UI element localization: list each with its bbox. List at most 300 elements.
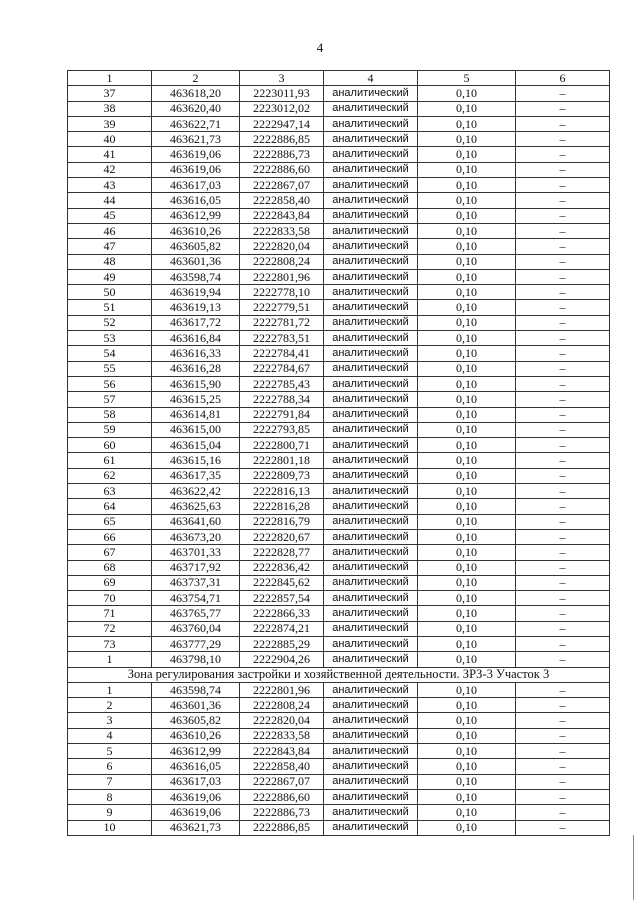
point-number-cell: 68 (68, 560, 152, 575)
x-coordinate-cell: 463598,74 (152, 682, 240, 697)
header-cell: 4 (324, 71, 418, 86)
y-coordinate-cell: 2222791,84 (240, 407, 324, 422)
y-coordinate-cell: 2222808,24 (240, 254, 324, 269)
y-coordinate-cell: 2222845,62 (240, 575, 324, 590)
y-coordinate-cell: 2222833,58 (240, 223, 324, 238)
point-number-cell: 63 (68, 484, 152, 499)
note-cell: – (516, 254, 610, 269)
point-number-cell: 4 (68, 728, 152, 743)
x-coordinate-cell: 463619,06 (152, 147, 240, 162)
accuracy-cell: 0,10 (418, 438, 516, 453)
table-row (68, 132, 610, 147)
x-coordinate-cell: 463617,72 (152, 315, 240, 330)
point-number-cell: 1 (68, 682, 152, 697)
point-number-cell: 72 (68, 621, 152, 636)
point-number-cell: 61 (68, 453, 152, 468)
table-row (68, 514, 610, 529)
accuracy-cell: 0,10 (418, 376, 516, 391)
y-coordinate-cell: 2222820,04 (240, 713, 324, 728)
method-cell: аналитический (324, 101, 418, 116)
method-cell: аналитический (324, 484, 418, 499)
y-coordinate-cell: 2222828,77 (240, 545, 324, 560)
accuracy-cell: 0,10 (418, 331, 516, 346)
method-cell: аналитический (324, 529, 418, 544)
method-cell: аналитический (324, 147, 418, 162)
accuracy-cell: 0,10 (418, 652, 516, 667)
note-cell: – (516, 774, 610, 789)
table-row (68, 392, 610, 407)
point-number-cell: 45 (68, 208, 152, 223)
x-coordinate-cell: 463618,20 (152, 86, 240, 101)
method-cell: аналитический (324, 774, 418, 789)
point-number-cell: 52 (68, 315, 152, 330)
x-coordinate-cell: 463621,73 (152, 820, 240, 835)
accuracy-cell: 0,10 (418, 162, 516, 177)
accuracy-cell: 0,10 (418, 774, 516, 789)
point-number-cell: 48 (68, 254, 152, 269)
table-row (68, 698, 610, 713)
note-cell: – (516, 529, 610, 544)
table-row (68, 285, 610, 300)
note-cell: – (516, 453, 610, 468)
note-cell: – (516, 682, 610, 697)
note-cell: – (516, 132, 610, 147)
y-coordinate-cell: 2222778,10 (240, 285, 324, 300)
accuracy-cell: 0,10 (418, 713, 516, 728)
method-cell: аналитический (324, 361, 418, 376)
y-coordinate-cell: 2222867,07 (240, 774, 324, 789)
header-cell: 6 (516, 71, 610, 86)
note-cell: – (516, 499, 610, 514)
y-coordinate-cell: 2222820,04 (240, 239, 324, 254)
accuracy-cell: 0,10 (418, 744, 516, 759)
x-coordinate-cell: 463615,00 (152, 422, 240, 437)
accuracy-cell: 0,10 (418, 132, 516, 147)
note-cell: – (516, 468, 610, 483)
note-cell: – (516, 178, 610, 193)
x-coordinate-cell: 463605,82 (152, 713, 240, 728)
accuracy-cell: 0,10 (418, 193, 516, 208)
y-coordinate-cell: 2222788,34 (240, 392, 324, 407)
point-number-cell: 43 (68, 178, 152, 193)
table-row (68, 208, 610, 223)
note-cell: – (516, 101, 610, 116)
table-row (68, 116, 610, 131)
zone-title: Зона регулирования застройки и хозяйственной деятельности. ЗРЗ-3 Участок 3 (68, 667, 610, 682)
header-cell: 5 (418, 71, 516, 86)
method-cell: аналитический (324, 789, 418, 804)
method-cell: аналитический (324, 407, 418, 422)
note-cell: – (516, 438, 610, 453)
x-coordinate-cell: 463622,71 (152, 116, 240, 131)
method-cell: аналитический (324, 438, 418, 453)
accuracy-cell: 0,10 (418, 499, 516, 514)
method-cell: аналитический (324, 193, 418, 208)
method-cell: аналитический (324, 698, 418, 713)
margin-line (633, 835, 634, 900)
point-number-cell: 64 (68, 499, 152, 514)
method-cell: аналитический (324, 744, 418, 759)
table-row (68, 682, 610, 697)
point-number-cell: 46 (68, 223, 152, 238)
point-number-cell: 3 (68, 713, 152, 728)
x-coordinate-cell: 463619,06 (152, 162, 240, 177)
accuracy-cell: 0,10 (418, 805, 516, 820)
point-number-cell: 10 (68, 820, 152, 835)
accuracy-cell: 0,10 (418, 468, 516, 483)
y-coordinate-cell: 2222781,72 (240, 315, 324, 330)
point-number-cell: 67 (68, 545, 152, 560)
x-coordinate-cell: 463617,03 (152, 178, 240, 193)
point-number-cell: 66 (68, 529, 152, 544)
y-coordinate-cell: 2222947,14 (240, 116, 324, 131)
x-coordinate-cell: 463765,77 (152, 606, 240, 621)
x-coordinate-cell: 463619,06 (152, 789, 240, 804)
point-number-cell: 5 (68, 744, 152, 759)
x-coordinate-cell: 463777,29 (152, 636, 240, 651)
y-coordinate-cell: 2222784,41 (240, 346, 324, 361)
accuracy-cell: 0,10 (418, 529, 516, 544)
point-number-cell: 73 (68, 636, 152, 651)
method-cell: аналитический (324, 453, 418, 468)
point-number-cell: 59 (68, 422, 152, 437)
accuracy-cell: 0,10 (418, 116, 516, 131)
point-number-cell: 2 (68, 698, 152, 713)
x-coordinate-cell: 463617,03 (152, 774, 240, 789)
point-number-cell: 38 (68, 101, 152, 116)
y-coordinate-cell: 2222801,96 (240, 682, 324, 697)
x-coordinate-cell: 463610,26 (152, 223, 240, 238)
x-coordinate-cell: 463617,35 (152, 468, 240, 483)
method-cell: аналитический (324, 713, 418, 728)
accuracy-cell: 0,10 (418, 789, 516, 804)
accuracy-cell: 0,10 (418, 560, 516, 575)
table-row (68, 147, 610, 162)
accuracy-cell: 0,10 (418, 239, 516, 254)
table-row (68, 805, 610, 820)
table-row (68, 101, 610, 116)
note-cell: – (516, 116, 610, 131)
y-coordinate-cell: 2222904,26 (240, 652, 324, 667)
accuracy-cell: 0,10 (418, 575, 516, 590)
accuracy-cell: 0,10 (418, 698, 516, 713)
y-coordinate-cell: 2222836,42 (240, 560, 324, 575)
x-coordinate-cell: 463615,16 (152, 453, 240, 468)
y-coordinate-cell: 2223011,93 (240, 86, 324, 101)
table-row (68, 713, 610, 728)
point-number-cell: 71 (68, 606, 152, 621)
accuracy-cell: 0,10 (418, 728, 516, 743)
note-cell: – (516, 346, 610, 361)
accuracy-cell: 0,10 (418, 514, 516, 529)
x-coordinate-cell: 463616,33 (152, 346, 240, 361)
table-row (68, 575, 610, 590)
note-cell: – (516, 636, 610, 651)
method-cell: аналитический (324, 346, 418, 361)
accuracy-cell: 0,10 (418, 346, 516, 361)
table-row (68, 728, 610, 743)
y-coordinate-cell: 2223012,02 (240, 101, 324, 116)
point-number-cell: 40 (68, 132, 152, 147)
y-coordinate-cell: 2222833,58 (240, 728, 324, 743)
point-number-cell: 54 (68, 346, 152, 361)
table-row (68, 789, 610, 804)
table-row (68, 744, 610, 759)
coordinates-table (67, 70, 610, 836)
note-cell: – (516, 147, 610, 162)
point-number-cell: 50 (68, 285, 152, 300)
method-cell: аналитический (324, 285, 418, 300)
point-number-cell: 1 (68, 652, 152, 667)
table-row (68, 545, 610, 560)
method-cell: аналитический (324, 820, 418, 835)
x-coordinate-cell: 463612,99 (152, 208, 240, 223)
y-coordinate-cell: 2222816,13 (240, 484, 324, 499)
method-cell: аналитический (324, 269, 418, 284)
y-coordinate-cell: 2222779,51 (240, 300, 324, 315)
y-coordinate-cell: 2222886,85 (240, 132, 324, 147)
note-cell: – (516, 759, 610, 774)
note-cell: – (516, 392, 610, 407)
y-coordinate-cell: 2222843,84 (240, 744, 324, 759)
table-row (68, 269, 610, 284)
x-coordinate-cell: 463598,74 (152, 269, 240, 284)
x-coordinate-cell: 463673,20 (152, 529, 240, 544)
accuracy-cell: 0,10 (418, 86, 516, 101)
point-number-cell: 69 (68, 575, 152, 590)
note-cell: – (516, 728, 610, 743)
table-row (68, 346, 610, 361)
table-row (68, 774, 610, 789)
method-cell: аналитический (324, 560, 418, 575)
table-row (68, 453, 610, 468)
note-cell: – (516, 300, 610, 315)
method-cell: аналитический (324, 652, 418, 667)
table-row (68, 621, 610, 636)
y-coordinate-cell: 2222858,40 (240, 193, 324, 208)
x-coordinate-cell: 463621,73 (152, 132, 240, 147)
y-coordinate-cell: 2222886,60 (240, 789, 324, 804)
point-number-cell: 60 (68, 438, 152, 453)
table-row (68, 407, 610, 422)
method-cell: аналитический (324, 728, 418, 743)
y-coordinate-cell: 2222858,40 (240, 759, 324, 774)
note-cell: – (516, 805, 610, 820)
method-cell: аналитический (324, 636, 418, 651)
accuracy-cell: 0,10 (418, 545, 516, 560)
method-cell: аналитический (324, 591, 418, 606)
note-cell: – (516, 162, 610, 177)
y-coordinate-cell: 2222809,73 (240, 468, 324, 483)
zone-row (68, 667, 610, 682)
x-coordinate-cell: 463620,40 (152, 101, 240, 116)
note-cell: – (516, 591, 610, 606)
point-number-cell: 53 (68, 331, 152, 346)
method-cell: аналитический (324, 331, 418, 346)
accuracy-cell: 0,10 (418, 147, 516, 162)
point-number-cell: 6 (68, 759, 152, 774)
point-number-cell: 57 (68, 392, 152, 407)
x-coordinate-cell: 463616,05 (152, 193, 240, 208)
note-cell: – (516, 193, 610, 208)
x-coordinate-cell: 463601,36 (152, 254, 240, 269)
y-coordinate-cell: 2222801,96 (240, 269, 324, 284)
accuracy-cell: 0,10 (418, 392, 516, 407)
y-coordinate-cell: 2222785,43 (240, 376, 324, 391)
point-number-cell: 51 (68, 300, 152, 315)
header-cell: 3 (240, 71, 324, 86)
method-cell: аналитический (324, 300, 418, 315)
x-coordinate-cell: 463754,71 (152, 591, 240, 606)
table-row (68, 606, 610, 621)
point-number-cell: 44 (68, 193, 152, 208)
table-row (68, 331, 610, 346)
method-cell: аналитический (324, 606, 418, 621)
method-cell: аналитический (324, 468, 418, 483)
table-row (68, 223, 610, 238)
accuracy-cell: 0,10 (418, 178, 516, 193)
x-coordinate-cell: 463616,84 (152, 331, 240, 346)
note-cell: – (516, 239, 610, 254)
accuracy-cell: 0,10 (418, 422, 516, 437)
y-coordinate-cell: 2222866,33 (240, 606, 324, 621)
note-cell: – (516, 422, 610, 437)
method-cell: аналитический (324, 223, 418, 238)
table-header-row (68, 71, 610, 86)
x-coordinate-cell: 463619,06 (152, 805, 240, 820)
accuracy-cell: 0,10 (418, 636, 516, 651)
accuracy-cell: 0,10 (418, 208, 516, 223)
point-number-cell: 56 (68, 376, 152, 391)
method-cell: аналитический (324, 208, 418, 223)
note-cell: – (516, 698, 610, 713)
y-coordinate-cell: 2222886,73 (240, 805, 324, 820)
table-row (68, 529, 610, 544)
point-number-cell: 47 (68, 239, 152, 254)
table-row (68, 376, 610, 391)
method-cell: аналитический (324, 759, 418, 774)
point-number-cell: 65 (68, 514, 152, 529)
x-coordinate-cell: 463760,04 (152, 621, 240, 636)
point-number-cell: 37 (68, 86, 152, 101)
method-cell: аналитический (324, 682, 418, 697)
header-cell: 2 (152, 71, 240, 86)
note-cell: – (516, 621, 610, 636)
y-coordinate-cell: 2222886,60 (240, 162, 324, 177)
method-cell: аналитический (324, 86, 418, 101)
accuracy-cell: 0,10 (418, 285, 516, 300)
y-coordinate-cell: 2222816,79 (240, 514, 324, 529)
point-number-cell: 62 (68, 468, 152, 483)
x-coordinate-cell: 463619,94 (152, 285, 240, 300)
x-coordinate-cell: 463614,81 (152, 407, 240, 422)
y-coordinate-cell: 2222867,07 (240, 178, 324, 193)
table-row (68, 422, 610, 437)
method-cell: аналитический (324, 239, 418, 254)
x-coordinate-cell: 463619,13 (152, 300, 240, 315)
table-row (68, 178, 610, 193)
note-cell: – (516, 545, 610, 560)
x-coordinate-cell: 463615,90 (152, 376, 240, 391)
accuracy-cell: 0,10 (418, 682, 516, 697)
table-row (68, 468, 610, 483)
method-cell: аналитический (324, 499, 418, 514)
note-cell: – (516, 560, 610, 575)
note-cell: – (516, 514, 610, 529)
point-number-cell: 70 (68, 591, 152, 606)
accuracy-cell: 0,10 (418, 300, 516, 315)
table-row (68, 591, 610, 606)
x-coordinate-cell: 463615,04 (152, 438, 240, 453)
note-cell: – (516, 820, 610, 835)
table-row (68, 315, 610, 330)
note-cell: – (516, 361, 610, 376)
y-coordinate-cell: 2222874,21 (240, 621, 324, 636)
method-cell: аналитический (324, 805, 418, 820)
x-coordinate-cell: 463616,28 (152, 361, 240, 376)
method-cell: аналитический (324, 621, 418, 636)
table-row (68, 300, 610, 315)
note-cell: – (516, 269, 610, 284)
table-row (68, 162, 610, 177)
point-number-cell: 55 (68, 361, 152, 376)
method-cell: аналитический (324, 315, 418, 330)
accuracy-cell: 0,10 (418, 759, 516, 774)
y-coordinate-cell: 2222784,67 (240, 361, 324, 376)
x-coordinate-cell: 463701,33 (152, 545, 240, 560)
note-cell: – (516, 652, 610, 667)
point-number-cell: 39 (68, 116, 152, 131)
x-coordinate-cell: 463622,42 (152, 484, 240, 499)
table-row (68, 759, 610, 774)
x-coordinate-cell: 463616,05 (152, 759, 240, 774)
y-coordinate-cell: 2222816,28 (240, 499, 324, 514)
note-cell: – (516, 575, 610, 590)
table-row (68, 239, 610, 254)
method-cell: аналитический (324, 392, 418, 407)
y-coordinate-cell: 2222820,67 (240, 529, 324, 544)
x-coordinate-cell: 463717,92 (152, 560, 240, 575)
note-cell: – (516, 789, 610, 804)
note-cell: – (516, 285, 610, 300)
x-coordinate-cell: 463601,36 (152, 698, 240, 713)
y-coordinate-cell: 2222843,84 (240, 208, 324, 223)
method-cell: аналитический (324, 545, 418, 560)
y-coordinate-cell: 2222808,24 (240, 698, 324, 713)
y-coordinate-cell: 2222857,54 (240, 591, 324, 606)
accuracy-cell: 0,10 (418, 361, 516, 376)
point-number-cell: 9 (68, 805, 152, 820)
accuracy-cell: 0,10 (418, 269, 516, 284)
table-row (68, 499, 610, 514)
table-row (68, 438, 610, 453)
y-coordinate-cell: 2222793,85 (240, 422, 324, 437)
table-row (68, 484, 610, 499)
x-coordinate-cell: 463615,25 (152, 392, 240, 407)
note-cell: – (516, 713, 610, 728)
accuracy-cell: 0,10 (418, 453, 516, 468)
x-coordinate-cell: 463605,82 (152, 239, 240, 254)
method-cell: аналитический (324, 178, 418, 193)
y-coordinate-cell: 2222885,29 (240, 636, 324, 651)
accuracy-cell: 0,10 (418, 315, 516, 330)
method-cell: аналитический (324, 132, 418, 147)
table-row (68, 560, 610, 575)
point-number-cell: 49 (68, 269, 152, 284)
x-coordinate-cell: 463641,60 (152, 514, 240, 529)
table-row (68, 652, 610, 667)
accuracy-cell: 0,10 (418, 820, 516, 835)
